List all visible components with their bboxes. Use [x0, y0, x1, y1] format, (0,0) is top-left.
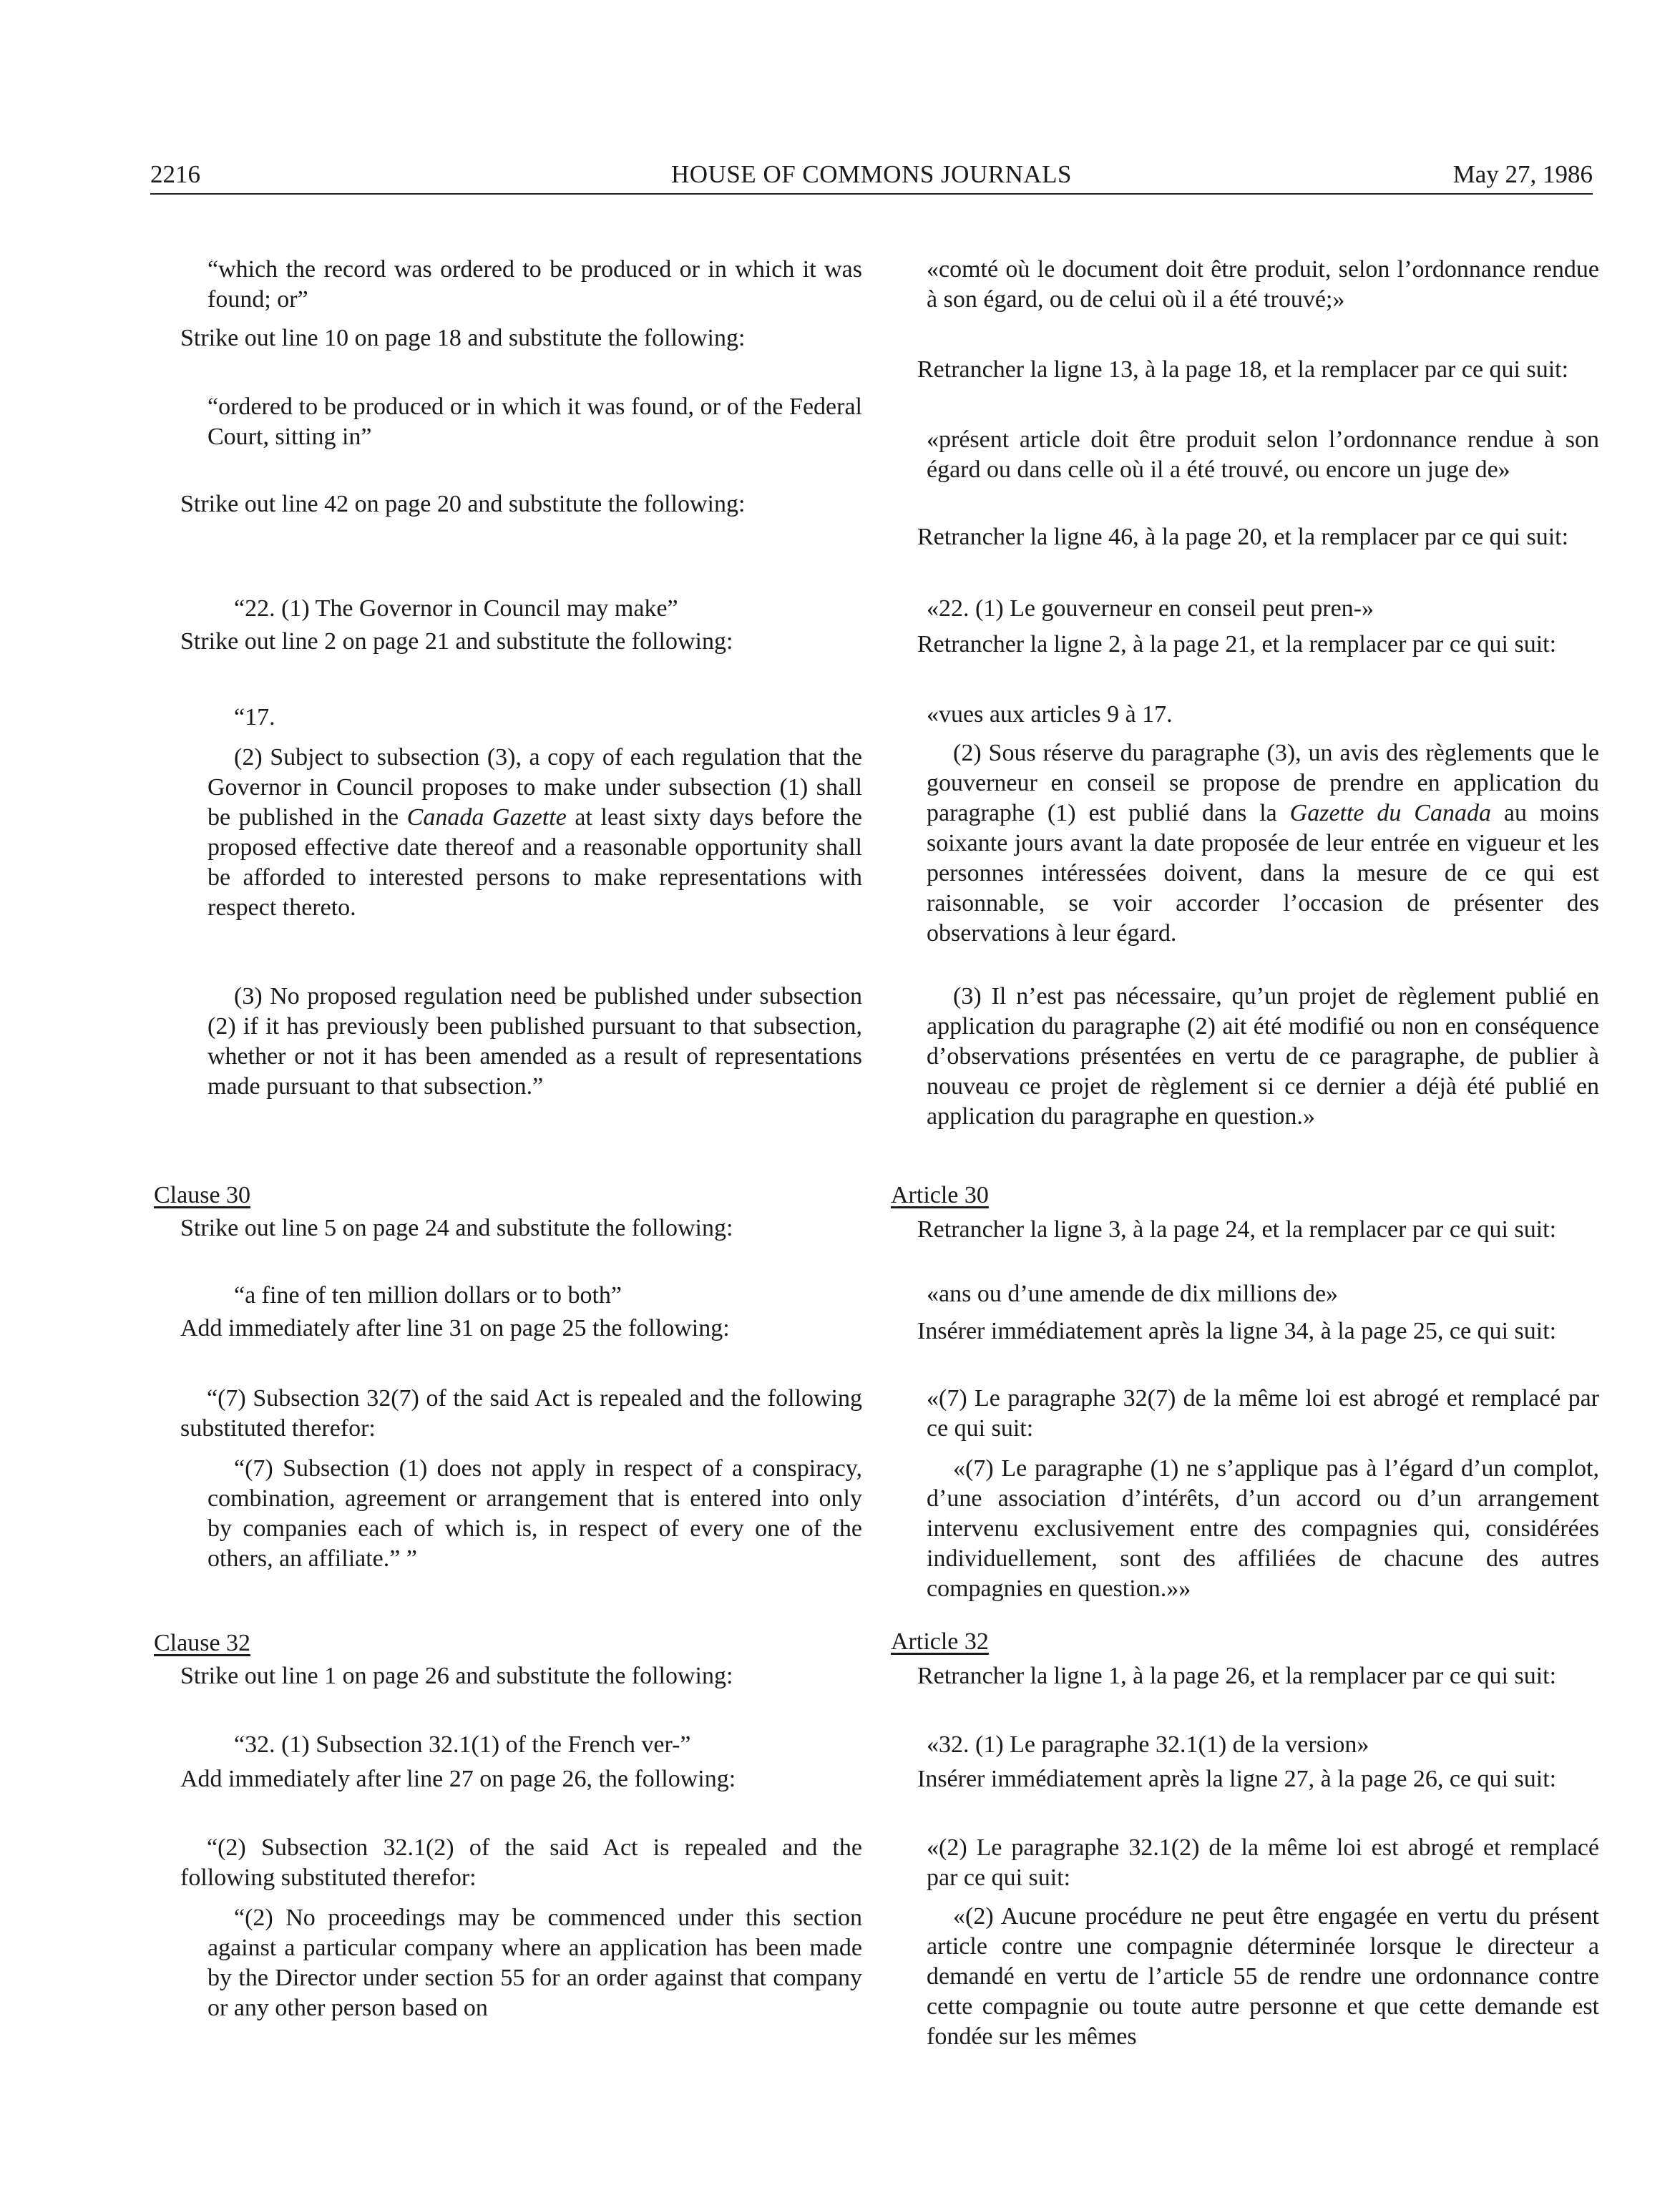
page-number: 2216: [150, 160, 200, 188]
quoted-amendment-text: “a fine of ten million dollars or to both”: [234, 1282, 622, 1309]
amendment-instruction: Retrancher la ligne 46, à la page 20, et la remplacer par ce qui suit:: [917, 524, 1569, 550]
regulation-subsection-2: (2) Sous réserve du paragraphe (3), un avis des règlements que le gouverneur en conseil se propose de prendre en application du paragraphe (1) est publié dans la Gazette du Canada au moins soixante jours avant la date proposée de leur entrée en vigueur et les personnes intéressées doivent, dans la mesure de ce qui est raisonnable, se voir accorder l’occasion de présenter des observations à leur égard.: [927, 740, 1600, 947]
regulation-subsection-3: (3) No proposed regulation need be published under subsection (2) if it has previously been published pursuant to that subsection, whether or not it has been amended as a result of representations made pursuant to that subsection.”: [207, 983, 862, 1100]
quoted-amendment-text: «(2) Aucune procédure ne peut être engagée en vertu du présent article contre une compagnie déterminée lorsque le directeur a demandé en vertu de l’article 55 de rendre une ordonnance contre cette compagnie ou toute autre personne et que cette demande est fondée sur les mêmes: [927, 1903, 1599, 2050]
amendment-instruction: Strike out line 5 on page 24 and substitute the following:: [180, 1215, 733, 1241]
quoted-amendment-text: «22. (1) Le gouverneur en conseil peut pren-»: [927, 595, 1374, 622]
quoted-amendment-text: «(7) Le paragraphe (1) ne s’applique pas à l’égard d’un complot, d’une association d’intérêts, d’un accord ou d’un arrangement intervenu exclusivement entre des compagnies qui, considérées individuellement, sont des affiliées de chacune des autres compagnies en question.»»: [927, 1455, 1599, 1602]
amendment-instruction: Retrancher la ligne 2, à la page 21, et la remplacer par ce qui suit:: [917, 631, 1557, 658]
quoted-section-number: “17.: [234, 704, 275, 730]
quoted-amendment-text: «présent article doit être produit selon l’ordonnance rendue à son égard ou dans celle où il a été trouvé, ou encore un juge de»: [927, 426, 1599, 483]
publication-title: Gazette du Canada: [1289, 800, 1491, 826]
quoted-amendment-text: «comté où le document doit être produit, selon l’ordonnance rendue à son égard, ou de celui où il a été trouvé;»: [927, 256, 1599, 313]
amendment-instruction: Retrancher la ligne 3, à la page 24, et la remplacer par ce qui suit:: [917, 1216, 1557, 1243]
regulation-subsection-3: (3) Il n’est pas nécessaire, qu’un projet de règlement publié en application du paragraphe (2) ait été modifié ou non en conséquence d’observations présentées en vertu de ce paragraphe, de publier à nouveau ce projet de règlement si ce dernier a déjà été publié en application du paragraphe en question.»: [927, 983, 1599, 1130]
quoted-amendment-text: «(2) Le paragraphe 32.1(2) de la même loi est abrogé et remplacé par ce qui suit:: [927, 1834, 1599, 1891]
quoted-amendment-text: “22. (1) The Governor in Council may make”: [234, 595, 678, 622]
amendment-instruction: Insérer immédiatement après la ligne 34, à la page 25, ce qui suit:: [917, 1318, 1557, 1344]
article-heading: Article 30: [891, 1182, 989, 1208]
page-header: [150, 156, 1593, 195]
journal-title: HOUSE OF COMMONS JOURNALS: [671, 160, 1072, 188]
amendment-instruction: Retrancher la ligne 13, à la page 18, et la remplacer par ce qui suit:: [917, 356, 1569, 383]
amendment-instruction: Retrancher la ligne 1, à la page 26, et la remplacer par ce qui suit:: [917, 1663, 1557, 1689]
clause-heading: Clause 30: [154, 1182, 251, 1208]
quoted-amendment-text: “which the record was ordered to be produced or in which it was found; or”: [207, 256, 862, 313]
amendment-instruction: Strike out line 1 on page 26 and substitute the following:: [180, 1663, 733, 1689]
amendment-instruction: Insérer immédiatement après la ligne 27, à la page 26, ce qui suit:: [917, 1766, 1557, 1792]
clause-heading: Clause 32: [154, 1630, 251, 1656]
amendment-instruction: Strike out line 42 on page 20 and substitute the following:: [180, 491, 746, 517]
quoted-amendment-text: «ans ou d’une amende de dix millions de»: [927, 1281, 1339, 1307]
amendment-instruction: Add immediately after line 27 on page 26, the following:: [180, 1766, 736, 1792]
quoted-amendment-text: «32. (1) Le paragraphe 32.1(1) de la version»: [927, 1731, 1369, 1758]
page-date: May 27, 1986: [1452, 160, 1593, 188]
quoted-amendment-text: “(7) Subsection (1) does not apply in respect of a conspiracy, combination, agreement or arrangement that is entered into only by companies each of which is, in respect of every one of the others, an affiliate.” ”: [207, 1455, 862, 1572]
regulation-subsection-2: (2) Subject to subsection (3), a copy of each regulation that the Governor in Council proposes to make under subsection (1) shall be published in the Canada Gazette at least sixty days before the proposed effective date thereof and a reasonable opportunity shall be afforded to interested persons to make representations with respect thereto.: [207, 744, 862, 921]
quoted-section-number: «vues aux articles 9 à 17.: [927, 701, 1173, 728]
quoted-amendment-text: «(7) Le paragraphe 32(7) de la même loi est abrogé et remplacé par ce qui suit:: [927, 1385, 1599, 1442]
quoted-amendment-text: “(7) Subsection 32(7) of the said Act is repealed and the following substituted therefor:: [180, 1385, 862, 1442]
amendment-instruction: Add immediately after line 31 on page 25 the following:: [180, 1315, 730, 1341]
amendment-instruction: Strike out line 10 on page 18 and substitute the following:: [180, 325, 746, 351]
quoted-amendment-text: “(2) Subsection 32.1(2) of the said Act is repealed and the following substituted therefor:: [180, 1834, 862, 1891]
quoted-amendment-text: “ordered to be produced or in which it was found, or of the Federal Court, sitting in”: [207, 394, 862, 450]
article-heading: Article 32: [891, 1628, 989, 1655]
quoted-amendment-text: “32. (1) Subsection 32.1(1) of the French ver-”: [234, 1731, 691, 1758]
quoted-amendment-text: “(2) No proceedings may be commenced under this section against a particular company where an application has been made by the Director under section 55 for an order against that company or any other person based on: [207, 1905, 862, 2021]
publication-title: Canada Gazette: [406, 804, 567, 831]
amendment-instruction: Strike out line 2 on page 21 and substitute the following:: [180, 628, 733, 655]
